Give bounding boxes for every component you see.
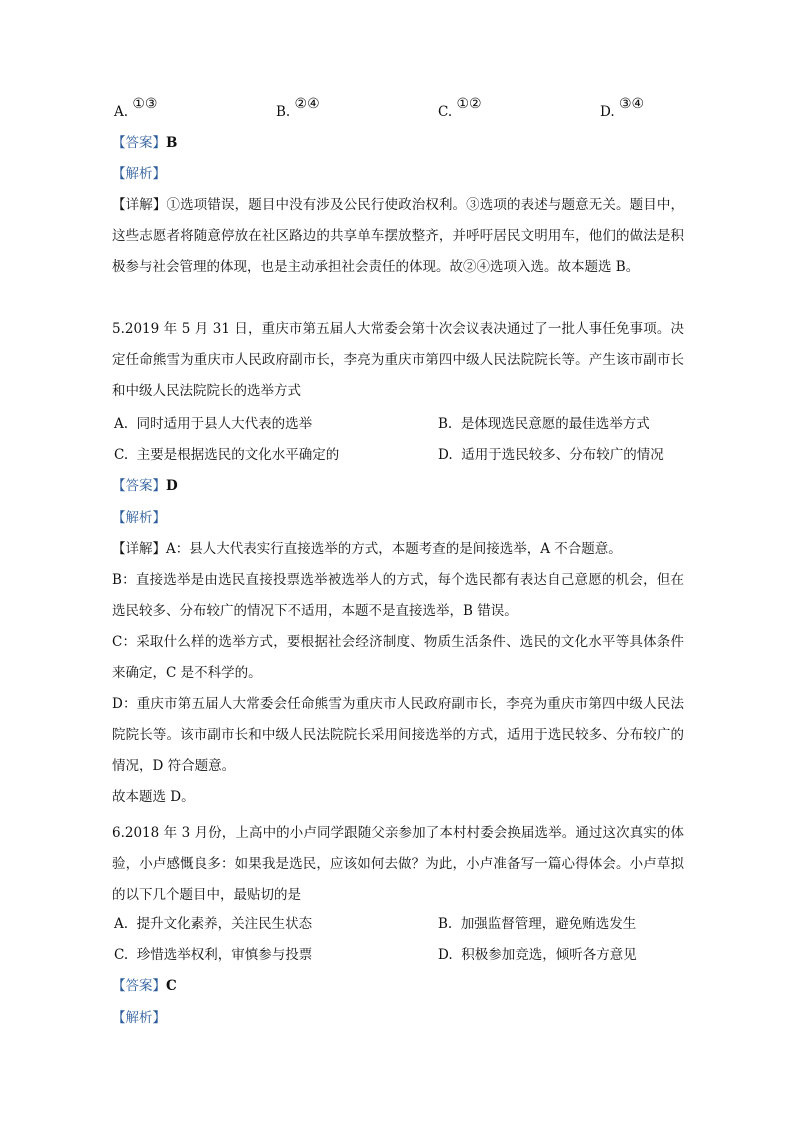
option-letter: D.	[600, 104, 615, 120]
q4-option-b	[276, 96, 320, 122]
analysis-tag: 【解析】	[112, 1010, 166, 1026]
option-letter: D.	[438, 447, 453, 463]
option-letter: B.	[438, 416, 453, 432]
q5-option-a	[114, 414, 312, 434]
answer-tag: 【答案】	[112, 135, 166, 151]
answer-tag: 【答案】	[112, 978, 166, 994]
q5-detail-d: D：重庆市第五届人大常委会任命熊雪为重庆市人民政府副市长，李亮为重庆市第四中级人民法院院长等。该市副市长和中级人民法院院长采用间接选举的方式，适用于选民较多、分布较广的情况，D 符合题意。	[112, 696, 684, 774]
analysis-tag: 【解析】	[112, 166, 166, 182]
q6-stem: 6.2018 年 3 月份，上高中的小卢同学跟随父亲参加了本村村委会换届选举。通过这次真实的体验，小卢感慨良多：如果我是选民，应该如何去做？为此，小卢准备写一篇心得体会。小卢草拟的以下几个题目中，最贴切的是	[112, 825, 684, 903]
option-text: 是体现选民意愿的最佳选举方式	[460, 416, 650, 432]
option-text: ③④	[618, 96, 645, 112]
detail-text: A：县人大代表实行直接选举的方式，本题考查的是间接选举，A 不合题意。	[166, 541, 622, 557]
option-text: 适用于选民较多、分布较广的情况	[461, 447, 664, 463]
option-letter: A.	[114, 104, 129, 120]
q5-stem: 5.2019 年 5 月 31 日，重庆市第五届人大常委会第十次会议表决通过了一批人事任免事项。决定任命熊雪为重庆市人民政府副市长，李亮为重庆市第四中级人民法院院长等。产生该市副市长和中级人民法院院长的选举方式	[112, 321, 684, 399]
q6-option-d	[438, 945, 637, 965]
option-letter: C.	[438, 104, 453, 120]
answer-value: D	[166, 478, 178, 494]
q5-option-b	[438, 414, 650, 434]
q5-conclusion: 故本题选 D。	[112, 789, 195, 805]
q5-analysis-tag-line	[112, 508, 692, 528]
q4-option-a	[114, 96, 158, 122]
q6-analysis-tag-line	[112, 1008, 692, 1028]
answer-tag: 【答案】	[112, 478, 166, 494]
option-letter: C.	[114, 447, 129, 463]
option-letter: B.	[276, 104, 291, 120]
q6-option-a	[114, 914, 312, 934]
option-text: 主要是根据选民的文化水平确定的	[136, 447, 340, 463]
q4-analysis-tag-line	[112, 164, 692, 184]
q6-option-b	[438, 914, 636, 934]
option-text: 提升文化素养，关注民生状态	[136, 916, 313, 932]
q5-option-d	[438, 445, 664, 465]
q6-answer-line	[112, 976, 692, 996]
q4-option-c	[438, 96, 482, 122]
analysis-tag: 【解析】	[112, 510, 166, 526]
q5-detail-a	[112, 534, 684, 565]
option-letter: B.	[438, 916, 453, 932]
q4-option-d	[600, 96, 645, 122]
detail-tag: 【详解】	[112, 541, 166, 557]
option-letter: A.	[114, 416, 129, 432]
option-text: 加强监督管理，避免贿选发生	[460, 916, 637, 932]
option-text: 珍惜选举权利，审慎参与投票	[136, 947, 313, 963]
detail-tag: 【详解】	[112, 197, 167, 213]
option-letter: A.	[114, 916, 129, 932]
answer-value: B	[166, 135, 178, 151]
option-text: 积极参加竞选，倾听各方意见	[461, 947, 637, 963]
option-text: ①②	[456, 96, 482, 112]
q4-detail	[112, 190, 684, 283]
option-text: ①③	[132, 96, 158, 112]
q5-detail-b: B：直接选举是由选民直接投票选举被选举人的方式，每个选民都有表达自己意愿的机会，但在选民较多、分布较广的情况下不适用，本题不是直接选举，B 错误。	[112, 572, 684, 619]
q5-option-c	[114, 445, 339, 465]
answer-value: C	[166, 978, 177, 994]
q5-answer-line	[112, 476, 692, 496]
option-text: ②④	[294, 96, 320, 112]
q5-detail-c: C：采取什么样的选举方式，要根据社会经济制度、物质生活条件、选民的文化水平等具体条件来确定，C 是不科学的。	[112, 634, 684, 681]
detail-text: ①选项错误，题目中没有涉及公民行使政治权利。③选项的表述与题意无关。题目中，这些志愿者将随意停放在社区路边的共享单车摆放整齐，并呼吁居民文明用车，他们的做法是积极参与社会管理的体现，也是主动承担社会责任的体现。故②④选项入选。故本题选 B。	[112, 197, 685, 275]
option-letter: D.	[438, 947, 453, 963]
q6-option-c	[114, 945, 312, 965]
q4-answer-line	[112, 133, 692, 153]
option-letter: C.	[114, 947, 129, 963]
option-text: 同时适用于县人大代表的选举	[136, 416, 313, 432]
